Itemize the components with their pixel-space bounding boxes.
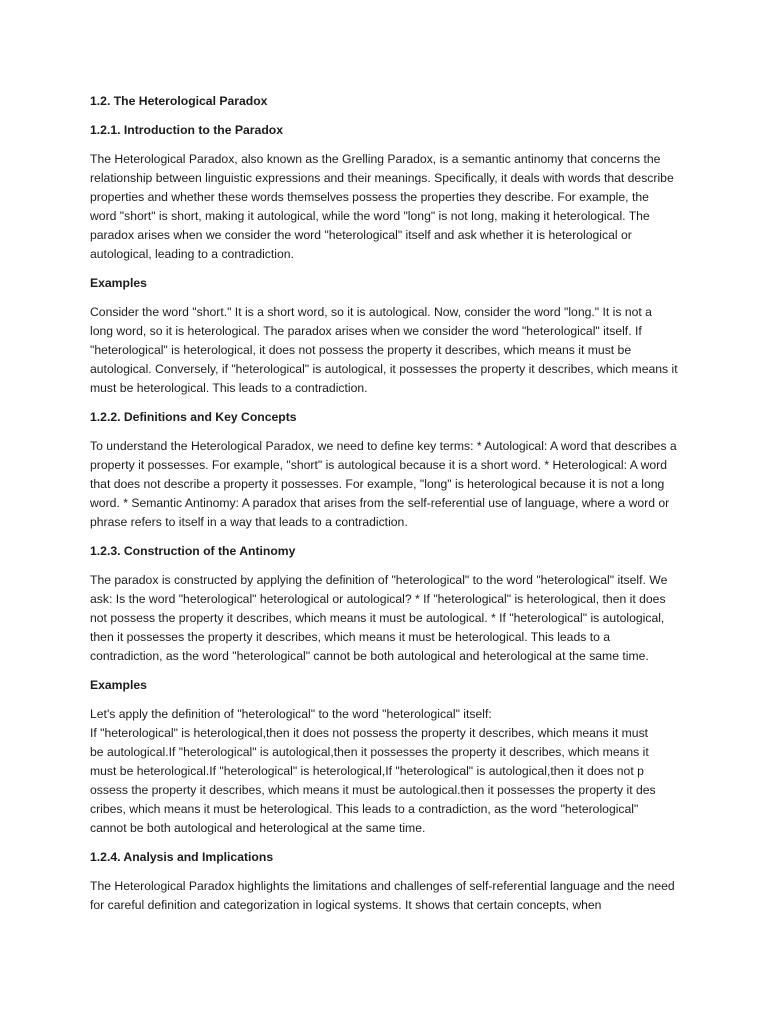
text-line: Let's apply the definition of "heterological" to the word "heterological" itself: (90, 707, 492, 721)
subsection-heading: 1.2.2. Definitions and Key Concepts (90, 410, 297, 424)
subsection-heading: Examples (90, 276, 147, 290)
paragraph: To understand the Heterological Paradox, we need to define key terms: * Autological: A word that describes a property it possesses. For example, "short" is autological because it is a short word. * Heterological: A word that does not describe a property it possesses. For example, "long" is heterological because it is not a long word. * Semantic Antinomy: A paradox that arises from the self-referential use of language, where a word or phrase refers to itself in a way that leads to a contradiction. (90, 439, 677, 529)
paragraph: The Heterological Paradox highlights the limitations and challenges of self-referential language and the need for careful definition and categorization in logical systems. It shows that certain concepts, when (90, 879, 675, 912)
subsection-heading: 1.2.1. Introduction to the Paradox (90, 123, 283, 137)
text-line: If "heterological" is heterological,then it does not possess the property it describes, which means it must (90, 726, 649, 740)
text-line: cannot be both autological and heterological at the same time. (90, 821, 426, 835)
section-heading: 1.2. The Heterological Paradox (90, 94, 268, 108)
subsection-heading: 1.2.3. Construction of the Antinomy (90, 544, 296, 558)
paragraph-lines (90, 705, 678, 838)
text-line: cribes, which means it must be heterological. This leads to a contradiction, as the word "heterological" (90, 802, 639, 816)
text-line: be autological.If "heterological" is autological,then it possesses the property it describes, which means it (90, 745, 649, 759)
paragraph: The Heterological Paradox, also known as the Grelling Paradox, is a semantic antinomy that concerns the relationship between linguistic expressions and their meanings. Specifically, it deals with words that describe properties and whether these words themselves possess the properties they describe. For example, the word "short" is short, making it autological, while the word "long" is not long, making it heterological. The paradox arises when we consider the word "heterological" itself and ask whether it is heterological or autological, leading to a contradiction. (90, 152, 674, 261)
subsection-heading: Examples (90, 678, 147, 692)
text-line: ossess the property it describes, which means it must be autological.then it possesses the property it des (90, 783, 656, 797)
document-page (90, 92, 678, 925)
text-line: must be heterological.If "heterological" is heterological,If "heterological" is autological,then it does not p (90, 764, 644, 778)
paragraph: Consider the word "short." It is a short word, so it is autological. Now, consider the word "long." It is not a long word, so it is heterological. The paradox arises when we consider the word "heterological" itself. If "heterological" is heterological, it does not possess the property it describes, which means it must be autological. Conversely, if "heterological" is autological, it possesses the property it describes, which means it must be heterological. This leads to a contradiction. (90, 305, 678, 395)
paragraph: The paradox is constructed by applying the definition of "heterological" to the word "heterological" itself. We ask: Is the word "heterological" heterological or autological? * If "heterological" is heterological, then it does not possess the property it describes, which means it must be autological. * If "heterological" is autological, then it possesses the property it describes, which means it must be heterological. This leads to a contradiction, as the word "heterological" cannot be both autological and heterological at the same time. (90, 573, 668, 663)
subsection-heading: 1.2.4. Analysis and Implications (90, 850, 274, 864)
